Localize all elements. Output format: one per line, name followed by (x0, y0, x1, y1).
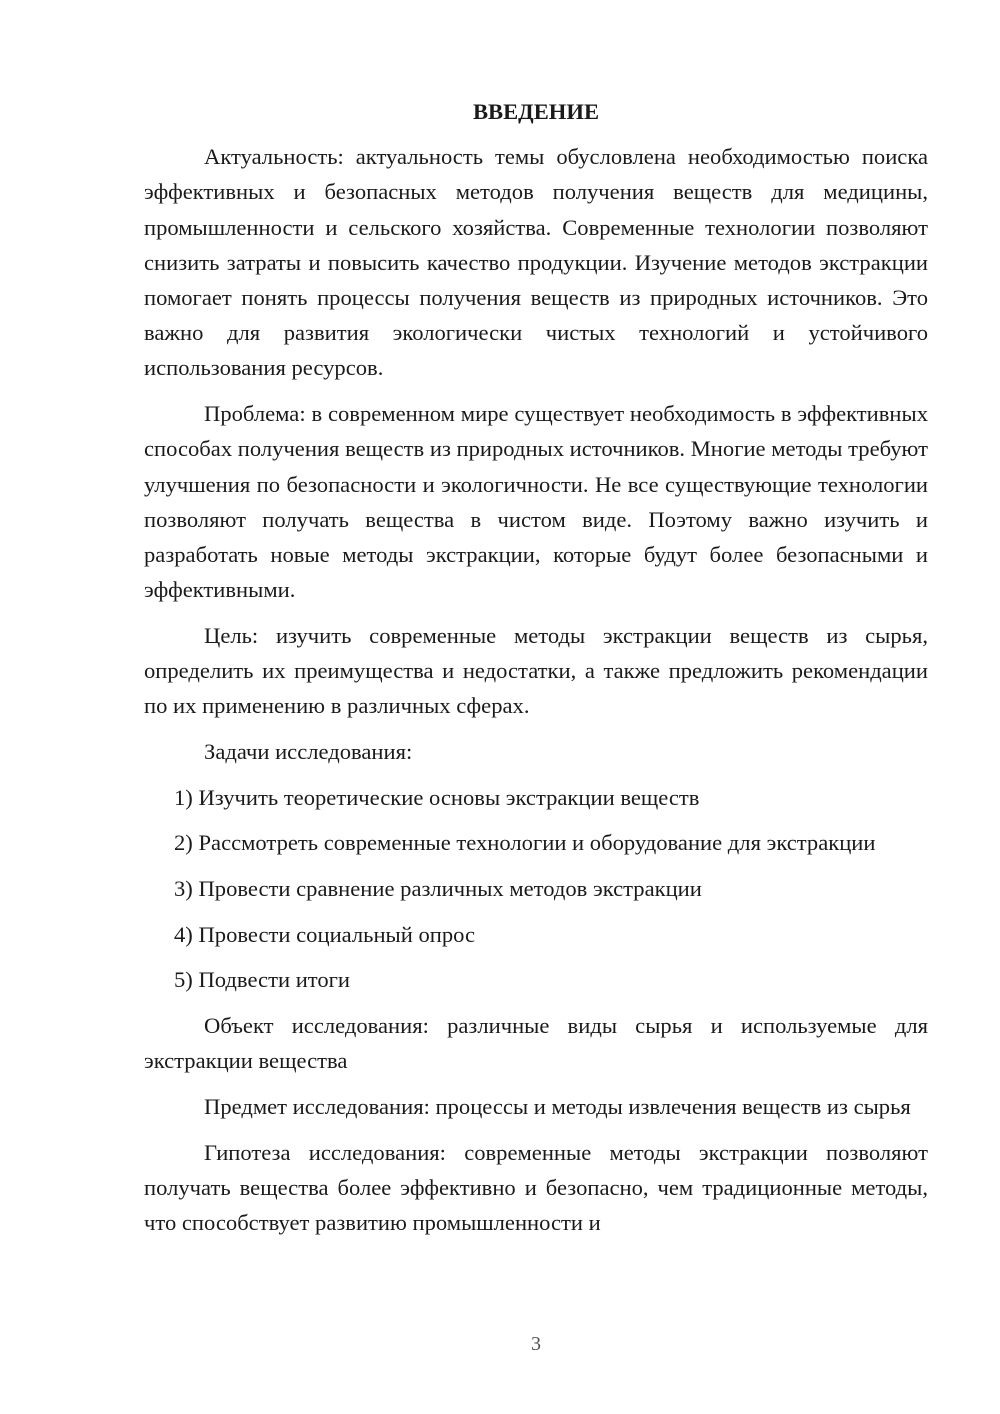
paragraph-subject: Предмет исследования: процессы и методы извлечения веществ из сырья (204, 1094, 911, 1120)
task-item: 2) Рассмотреть современные технологии и оборудование для экстракции (174, 830, 876, 856)
task-item: 5) Подвести итоги (174, 967, 351, 993)
task-item: 3) Провести сравнение различных методов экстракции (174, 876, 702, 902)
page-title: ВВЕДЕНИЕ (472, 99, 600, 124)
paragraph-object: Объект исследования: различные виды сырья и используемые для экстракции вещества (144, 1013, 928, 1074)
paragraph-goal: Цель: изучить современные методы экстракции веществ из сырья, определить их преимущества и недостатки, а также предложить рекомендации по их применению в различных сферах. (144, 622, 928, 719)
task-item: 4) Провести социальный опрос (174, 921, 476, 947)
task-item: 1) Изучить теоретические основы экстракции веществ (174, 784, 700, 810)
paragraph-problem: Проблема: в современном мире существует необходимость в эффективных способах получения веществ из природных источников. Многие методы требуют улучшения по безопасности и экологичности. Не все существующие технологии позволяют получать вещества в чистом виде. Поэтому важно изучить и разработать новые методы экстракции, которые будут более безопасными и эффективными. (144, 401, 928, 603)
paragraph-tasks-heading: Задачи исследования: (204, 738, 413, 764)
page-content (144, 94, 928, 1251)
paragraph-hypothesis: Гипотеза исследования: современные методы экстракции позволяют получать вещества более эффективно и безопасно, чем традиционные методы, что способствует развитию промышленности и (144, 1139, 928, 1236)
page-number: 3 (531, 1333, 541, 1355)
paragraph-relevance: Актуальность: актуальность темы обусловлена необходимостью поиска эффективных и безопасных методов получения веществ для медицины, промышленности и сельского хозяйства. Современные технологии позволяют снизить затраты и повысить качество продукции. Изучение методов экстракции помогает понять процессы получения веществ из природных источников. Это важно для развития экологически чистых технологий и устойчивого использования ресурсов. (144, 144, 928, 381)
